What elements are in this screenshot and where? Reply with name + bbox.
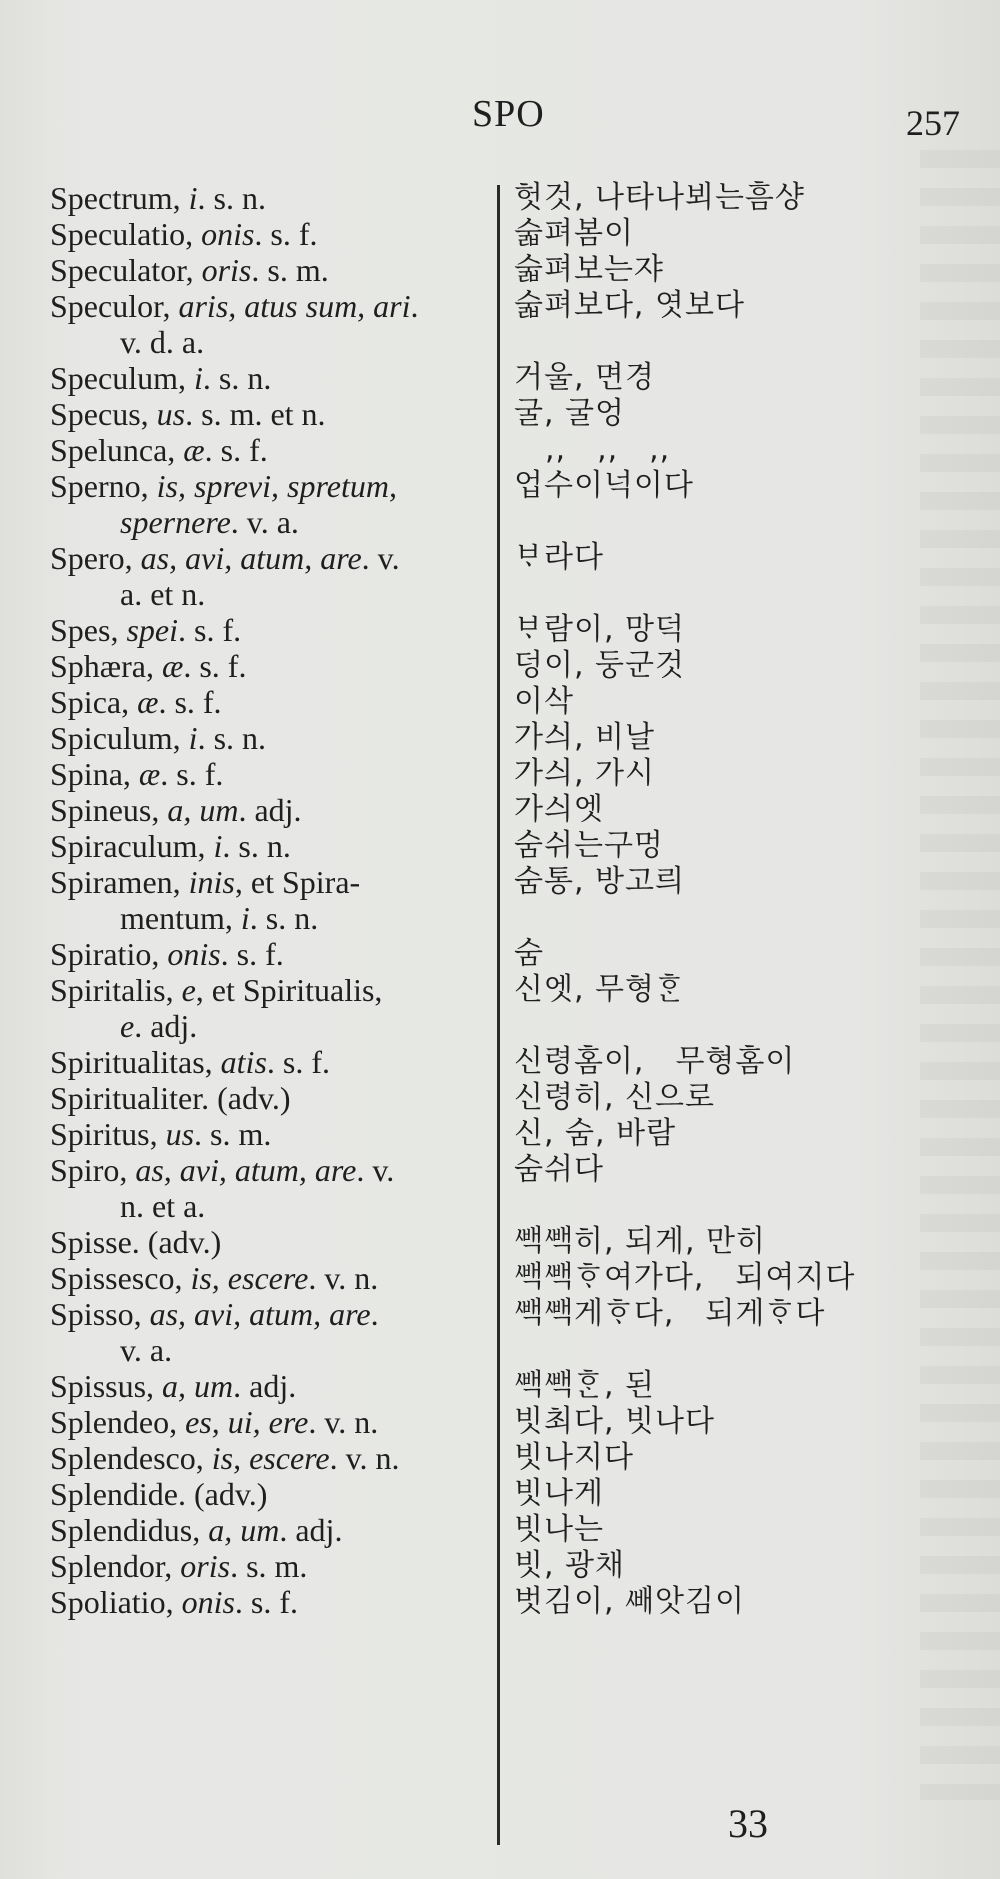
korean-gloss: 거울, 면경: [514, 360, 655, 395]
dictionary-entry: [0, 1476, 1000, 1512]
korean-gloss: 신, 숨, 바람: [514, 1116, 677, 1151]
dictionary-entry: [0, 828, 1000, 864]
dictionary-entry: [0, 360, 1000, 396]
korean-gloss: 신령홈이, 무형홈이: [514, 1044, 796, 1079]
korean-gloss: 숣펴보는쟈: [514, 252, 664, 287]
korean-gloss: ᄲᅢᆨᄲᅢᆨ게ᄒᆞ다, 되게ᄒᆞ다: [514, 1296, 826, 1331]
korean-gloss: 이삭: [514, 684, 574, 719]
dictionary-entry: [0, 288, 1000, 360]
page-header: [0, 92, 1000, 142]
korean-gloss: ᄲᅢᆨᄲᅢᆨᄒᆞ여가다, 되여지다: [514, 1260, 856, 1295]
latin-headword: Spica, æ. s. f.: [50, 684, 222, 720]
korean-gloss: 빗최다, 빗나다: [514, 1404, 715, 1439]
latin-headword: Spoliatio, onis. s. f.: [50, 1584, 299, 1620]
running-head: SPO: [472, 93, 545, 135]
dictionary-entry: [0, 1152, 1000, 1224]
latin-headword: Splendide. (adv.): [50, 1476, 268, 1512]
dictionary-entry: [0, 1368, 1000, 1404]
latin-headword: Spiculum, i. s. n.: [50, 720, 267, 756]
korean-gloss: 숣펴봄이: [514, 216, 634, 251]
dictionary-entry: [0, 432, 1000, 468]
dictionary-entry: [0, 1044, 1000, 1080]
dictionary-entry: [0, 180, 1000, 216]
dictionary-entry: [0, 1548, 1000, 1584]
latin-headword: Splendesco, is, escere. v. n.: [50, 1440, 400, 1476]
page-number: 257: [906, 103, 960, 143]
latin-headword: Spissesco, is, escere. v. n.: [50, 1260, 379, 1296]
korean-gloss: 숨쉬다: [514, 1152, 604, 1187]
korean-gloss: 빗나게: [514, 1476, 604, 1511]
dictionary-entry: [0, 540, 1000, 612]
dictionary-entry: [0, 972, 1000, 1044]
dictionary-entry: [0, 396, 1000, 432]
latin-headword: Spiraculum, i. s. n.: [50, 828, 291, 864]
korean-gloss: 가싀, 가시: [514, 756, 655, 791]
dictionary-entry: [0, 864, 1000, 936]
korean-gloss: 빗, 광채: [514, 1548, 626, 1583]
korean-gloss: 신령히, 신으로: [514, 1080, 715, 1115]
dictionary-entry: [0, 1584, 1000, 1620]
latin-headword: Speculator, oris. s. m.: [50, 252, 329, 288]
korean-gloss: 빗나지다: [514, 1440, 634, 1475]
latin-headword: Specus, us. s. m. et n.: [50, 396, 326, 432]
dictionary-entry: [0, 612, 1000, 648]
korean-gloss: ᄲᅢᆨᄲᅢᆨ히, 되게, 만히: [514, 1224, 767, 1259]
latin-headword: Spiramen, inis, et Spira- mentum, i. s. n.: [50, 864, 361, 936]
latin-headword: Spiritualiter. (adv.): [50, 1080, 291, 1116]
korean-gloss: 가싀엣: [514, 792, 604, 827]
korean-gloss: 신엣, 무형ᄒᆞᆫ: [514, 972, 685, 1007]
dictionary-entry: [0, 1512, 1000, 1548]
latin-headword: Sperno, is, sprevi, spretum, spernere. v. a.: [50, 468, 397, 540]
korean-gloss: 헛것, 나타나뵈는흠샹: [514, 180, 805, 215]
latin-headword: Spelunca, æ. s. f.: [50, 432, 268, 468]
latin-headword: Spiro, as, avi, atum, are. v. n. et a.: [50, 1152, 395, 1224]
latin-headword: Sphæra, æ. s. f.: [50, 648, 247, 684]
dictionary-entry: [0, 648, 1000, 684]
latin-headword: Spisse. (adv.): [50, 1224, 222, 1260]
latin-headword: Speculatio, onis. s. f.: [50, 216, 318, 252]
latin-headword: Spiratio, onis. s. f.: [50, 936, 284, 972]
latin-headword: Spina, æ. s. f.: [50, 756, 224, 792]
signature-mark: 33: [728, 1801, 768, 1846]
latin-headword: Spisso, as, avi, atum, are. v. a.: [50, 1296, 379, 1368]
korean-gloss: 숣펴보다, 엿보다: [514, 288, 745, 323]
latin-headword: Spero, as, avi, atum, are. v. a. et n.: [50, 540, 400, 612]
dictionary-entry: [0, 1224, 1000, 1260]
korean-gloss: 가싀, 비날: [514, 720, 655, 755]
latin-headword: Spineus, a, um. adj.: [50, 792, 302, 828]
dictionary-entry: [0, 756, 1000, 792]
dictionary-entry: [0, 468, 1000, 540]
latin-headword: Splendidus, a, um. adj.: [50, 1512, 343, 1548]
korean-gloss: 굴, 굴엉: [514, 396, 626, 431]
dictionary-entry: [0, 216, 1000, 252]
dictionary-entry: [0, 936, 1000, 972]
korean-gloss: ᄇᆞ람이, 망덕: [514, 612, 685, 647]
dictionary-entry: [0, 1260, 1000, 1296]
korean-gloss: ᄇᆞ라다: [514, 540, 604, 575]
korean-gloss: 숨통, 방고릐: [514, 864, 685, 899]
dictionary-entry: [0, 684, 1000, 720]
latin-headword: Spiritalis, e, et Spiritualis, e. adj.: [50, 972, 383, 1044]
dictionary-entry: [0, 1116, 1000, 1152]
korean-gloss: 벗김이, ᄲᅢ앗김이: [514, 1584, 745, 1619]
dictionary-entry: [0, 1440, 1000, 1476]
latin-headword: Speculum, i. s. n.: [50, 360, 272, 396]
latin-headword: Spiritus, us. s. m.: [50, 1116, 272, 1152]
korean-gloss: 업수이넉이다: [514, 468, 694, 503]
korean-gloss: 숨쉬는구멍: [514, 828, 664, 863]
latin-headword: Splendeo, es, ui, ere. v. n.: [50, 1404, 379, 1440]
latin-headword: Spissus, a, um. adj.: [50, 1368, 297, 1404]
korean-gloss: ,, ,, ,,: [514, 432, 671, 467]
korean-gloss: 덩이, 둥군것: [514, 648, 685, 683]
dictionary-entry: [0, 1296, 1000, 1368]
korean-gloss: 빗나는: [514, 1512, 604, 1547]
latin-headword: Spes, spei. s. f.: [50, 612, 242, 648]
latin-headword: Spectrum, i. s. n.: [50, 180, 266, 216]
latin-headword: Spiritualitas, atis. s. f.: [50, 1044, 330, 1080]
dictionary-entry: [0, 720, 1000, 756]
korean-gloss: 숨: [514, 936, 544, 971]
latin-headword: Splendor, oris. s. m.: [50, 1548, 308, 1584]
dictionary-entry: [0, 252, 1000, 288]
latin-headword: Speculor, aris, atus sum, ari. v. d. a.: [50, 288, 419, 360]
korean-gloss: ᄲᅢᆨᄲᅢᆨᄒᆞᆫ, 된: [514, 1368, 655, 1403]
dictionary-entry: [0, 1404, 1000, 1440]
dictionary-entry: [0, 792, 1000, 828]
dictionary-entry: [0, 1080, 1000, 1116]
